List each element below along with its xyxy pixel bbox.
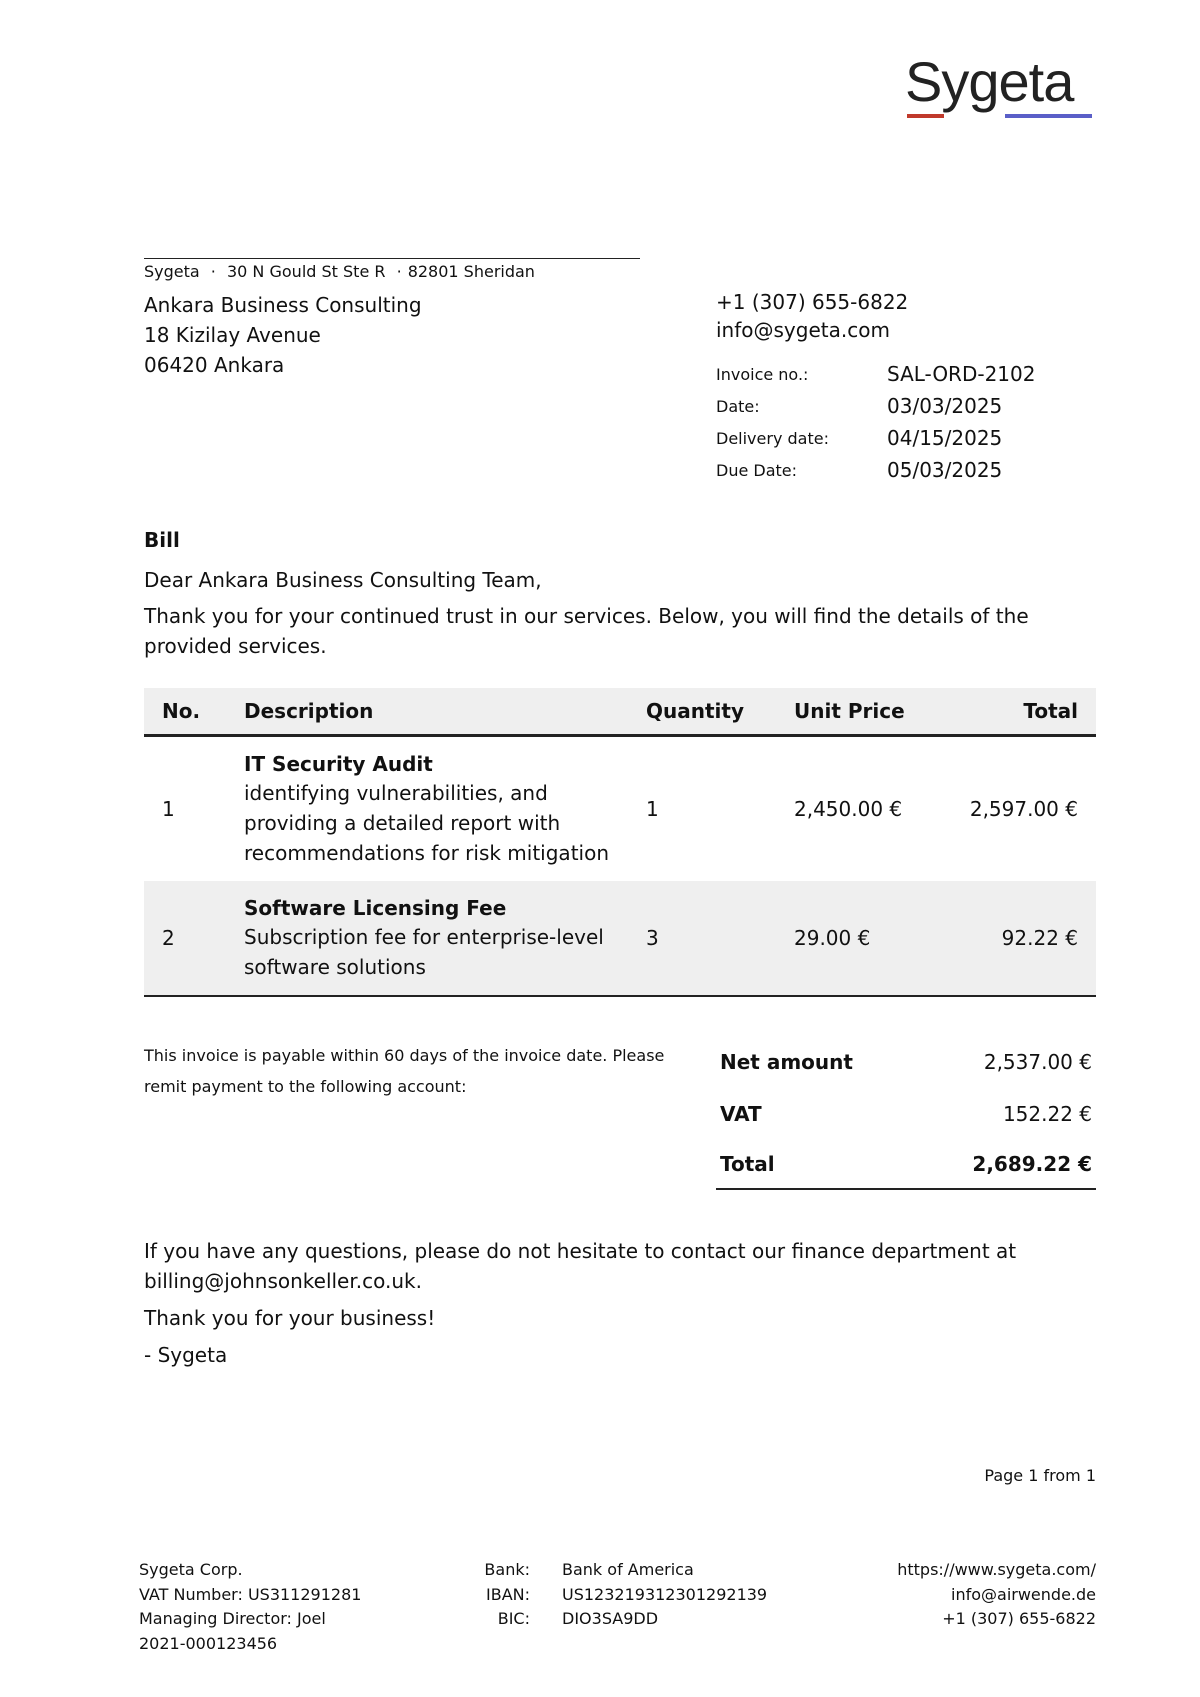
meta-value: 05/03/2025 xyxy=(887,458,1003,482)
recipient-address xyxy=(144,290,422,380)
questions-paragraph: If you have any questions, please do not hesitate to contact our finance department at billing@johnsonkeller.co.uk. xyxy=(144,1239,1017,1293)
document-title: Bill xyxy=(144,528,180,552)
header-quantity: Quantity xyxy=(646,688,794,736)
recipient-street: 18 Kizilay Avenue xyxy=(144,323,321,347)
logo-text: Sygeta xyxy=(905,50,1074,113)
footer-director: Managing Director: Joel xyxy=(139,1609,326,1628)
cell-unit-price: 29.00 € xyxy=(794,881,954,996)
table-row xyxy=(144,736,1096,882)
sender-contact xyxy=(716,288,908,344)
meta-label: Delivery date: xyxy=(716,428,829,448)
contact-phone: +1 (307) 655-6822 xyxy=(716,290,909,314)
meta-value: SAL-ORD-2102 xyxy=(887,362,1036,386)
net-amount-value: 2,537.00 € xyxy=(983,1050,1092,1074)
cell-total: 92.22 € xyxy=(954,881,1096,996)
item-title: IT Security Audit xyxy=(244,752,433,776)
intro-paragraph: Thank you for your continued trust in our services. Below, you will find the details of the provided services. xyxy=(144,604,1029,658)
logo-underline-blue xyxy=(1005,114,1092,118)
header-description: Description xyxy=(244,688,646,736)
grand-total-label: Total xyxy=(716,1140,916,1189)
recipient-name: Ankara Business Consulting xyxy=(144,293,422,317)
table-header-row xyxy=(144,688,1096,736)
signature: - Sygeta xyxy=(144,1343,228,1367)
meta-delivery-date xyxy=(716,422,1035,454)
cell-unit-price: 2,450.00 € xyxy=(794,797,903,821)
meta-label: Date: xyxy=(716,396,760,416)
cell-total: 2,597.00 € xyxy=(969,797,1078,821)
item-description: identifying vulnerabilities, and providing a detailed report with recommendations for risk mitigation xyxy=(244,781,609,865)
footer-iban-value: US123219312301292139 xyxy=(562,1584,768,1604)
closing-section xyxy=(144,1236,1104,1377)
cell-no: 2 xyxy=(144,881,244,996)
separator-dot: · xyxy=(396,262,402,281)
invoice-meta xyxy=(716,358,1035,486)
item-title: Software Licensing Fee xyxy=(244,896,507,920)
item-description: Subscription fee for enterprise-level software solutions xyxy=(244,925,604,979)
footer-contact xyxy=(840,1558,1096,1632)
sender-address-line xyxy=(144,262,541,282)
sender-street: 30 N Gould St Ste R xyxy=(226,262,386,281)
meta-invoice-no xyxy=(716,358,1035,390)
meta-value: 04/15/2025 xyxy=(887,426,1003,450)
contact-email[interactable]: info@sygeta.com xyxy=(716,318,890,342)
cell-description xyxy=(244,881,646,996)
cell-no: 1 xyxy=(162,797,175,821)
totals-table xyxy=(716,1036,1096,1190)
payment-note: This invoice is payable within 60 days of the invoice date. Please remit payment to the following account: xyxy=(144,1046,665,1096)
net-amount-label: Net amount xyxy=(720,1050,853,1074)
header-unit-price: Unit Price xyxy=(794,688,954,736)
footer-bic-value: DIO3SA9DD xyxy=(562,1609,659,1628)
recipient-city: 06420 Ankara xyxy=(144,353,285,377)
separator-dot: · xyxy=(210,262,216,281)
vat-row xyxy=(716,1088,1096,1140)
sender-name: Sygeta xyxy=(144,262,200,281)
sender-divider xyxy=(144,258,640,259)
footer-registration: 2021-000123456 xyxy=(139,1633,278,1653)
meta-value: 03/03/2025 xyxy=(887,394,1003,418)
header-total: Total xyxy=(954,688,1096,736)
footer-company-info xyxy=(139,1558,361,1656)
grand-total-value: 2,689.22 € xyxy=(916,1140,1096,1189)
company-logo xyxy=(905,52,1095,124)
line-items-table xyxy=(144,688,1096,997)
thanks-line: Thank you for your business! xyxy=(144,1306,436,1330)
footer-bank-labels xyxy=(460,1558,530,1632)
footer-email[interactable]: info@airwende.de xyxy=(951,1584,1096,1604)
cell-description xyxy=(244,736,646,882)
meta-label: Invoice no.: xyxy=(716,364,809,384)
logo-underline-red xyxy=(907,114,944,118)
meta-date xyxy=(716,390,1035,422)
footer-company: Sygeta Corp. xyxy=(139,1560,243,1579)
header-no: No. xyxy=(144,688,244,736)
net-amount-row xyxy=(716,1036,1096,1088)
page-indicator: Page 1 from 1 xyxy=(984,1466,1096,1485)
footer-bank-values xyxy=(562,1558,767,1632)
footer-bank-value: Bank of America xyxy=(562,1560,694,1579)
vat-label: VAT xyxy=(720,1102,762,1126)
salutation: Dear Ankara Business Consulting Team, xyxy=(144,568,542,592)
meta-due-date xyxy=(716,454,1035,486)
table-row xyxy=(144,881,1096,996)
footer-bic-label: BIC: xyxy=(497,1609,530,1628)
footer-vat-number: VAT Number: US311291281 xyxy=(139,1584,362,1604)
cell-quantity: 1 xyxy=(646,797,659,821)
footer-phone: +1 (307) 655-6822 xyxy=(942,1609,1096,1628)
footer-website[interactable]: https://www.sygeta.com/ xyxy=(897,1560,1096,1579)
grand-total-row xyxy=(716,1140,1096,1189)
sender-city: 82801 Sheridan xyxy=(407,262,535,281)
vat-value: 152.22 € xyxy=(1002,1102,1092,1126)
cell-quantity: 3 xyxy=(646,881,794,996)
meta-label: Due Date: xyxy=(716,460,798,480)
footer-bank-label: Bank: xyxy=(484,1560,530,1579)
footer-iban-label: IBAN: xyxy=(486,1584,530,1604)
